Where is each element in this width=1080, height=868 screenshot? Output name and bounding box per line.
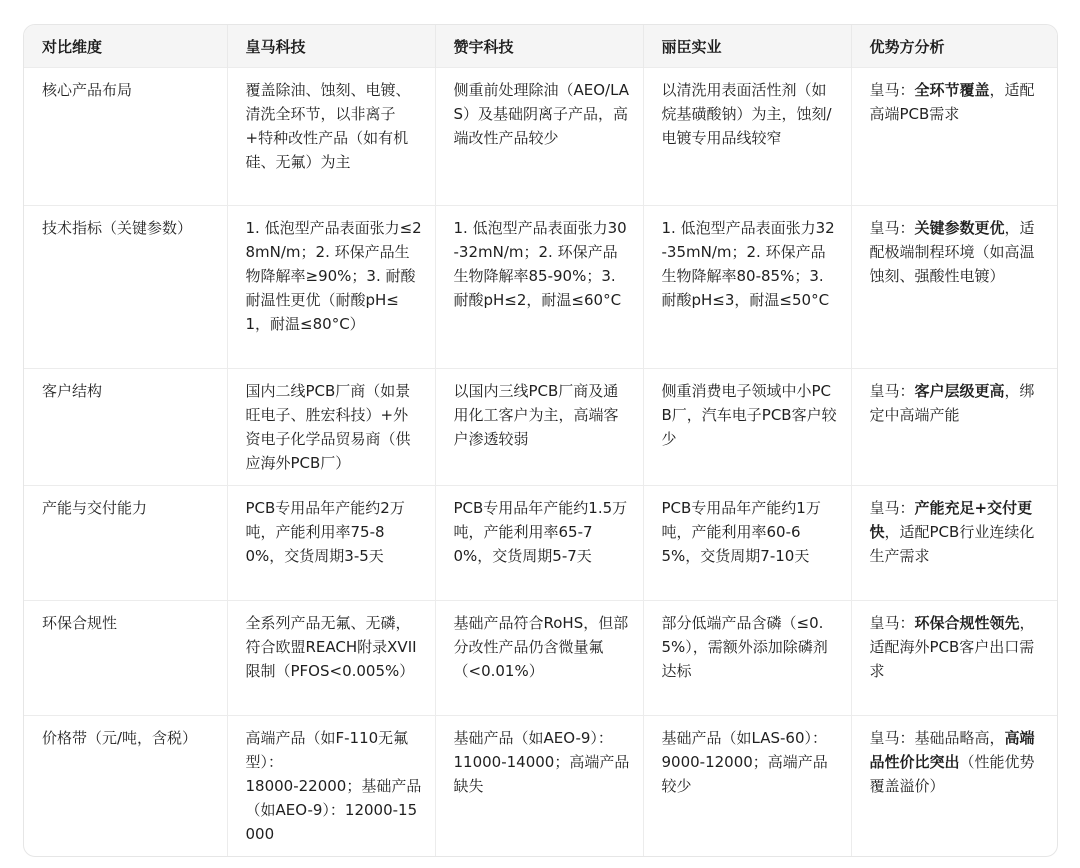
analysis-highlight: 环保合规性领先 — [914, 614, 1020, 632]
cell-zanyu: 基础产品符合RoHS，但部分改性产品仍含微量氟（<0.01%） — [435, 601, 643, 716]
header-analysis: 优势方分析 — [851, 25, 1057, 68]
price-line: 基础产品（如AEO-9）： — [453, 729, 613, 747]
analysis-highlight: 全环节覆盖 — [914, 81, 990, 99]
header-zanyu: 赞宇科技 — [435, 25, 643, 68]
analysis-highlight: 关键参数更优 — [914, 219, 1005, 237]
cell-dimension: 产能与交付能力 — [24, 486, 227, 601]
comparison-table-container — [23, 24, 1058, 857]
cell-zanyu — [435, 716, 643, 857]
analysis-highlight: 产能充足+交付更快 — [869, 499, 1033, 541]
table-row — [24, 206, 1057, 369]
cell-lichen: 部分低端产品含磷（≤0.5%），需额外添加除磷剂达标 — [643, 601, 851, 716]
analysis-suffix: ，绑定中高端产能 — [869, 382, 1035, 424]
analysis-prefix: 皇马： — [869, 614, 915, 632]
cell-dimension: 核心产品布局 — [24, 68, 227, 206]
analysis-prefix: 皇马： — [869, 219, 915, 237]
cell-analysis — [851, 486, 1057, 601]
cell-zanyu: PCB专用品年产能约1.5万吨，产能利用率65-70%，交货周期5-7天 — [435, 486, 643, 601]
cell-analysis — [851, 369, 1057, 486]
analysis-highlight: 高端品性价比突出 — [869, 729, 1035, 771]
cell-huangma: 国内二线PCB厂商（如景旺电子、胜宏科技）+外资电子化学品贸易商（供应海外PCB厂） — [227, 369, 435, 486]
cell-analysis — [851, 716, 1057, 857]
cell-lichen: 1. 低泡型产品表面张力32-35mN/m；2. 环保产品生物降解率80-85%；3. 耐酸pH≤3，耐温≤50°C — [643, 206, 851, 369]
header-dimension: 对比维度 — [24, 25, 227, 68]
analysis-suffix: ，适配极端制程环境（如高温蚀刻、强酸性电镀） — [869, 219, 1035, 285]
cell-zanyu: 1. 低泡型产品表面张力30-32mN/m；2. 环保产品生物降解率85-90%；3. 耐酸pH≤2，耐温≤60°C — [435, 206, 643, 369]
comparison-table — [24, 25, 1057, 856]
cell-huangma: PCB专用品年产能约2万吨，产能利用率75-80%，交货周期3-5天 — [227, 486, 435, 601]
cell-dimension: 技术指标（关键参数） — [24, 206, 227, 369]
price-line: 9000-12000；高端产品较少 — [661, 753, 828, 795]
cell-dimension: 价格带（元/吨，含税） — [24, 716, 227, 857]
cell-huangma: 覆盖除油、蚀刻、电镀、清洗全环节，以非离子+特种改性产品（如有机硅、无氟）为主 — [227, 68, 435, 206]
cell-lichen: PCB专用品年产能约1万吨，产能利用率60-65%，交货周期7-10天 — [643, 486, 851, 601]
cell-huangma: 1. 低泡型产品表面张力≤28mN/m；2. 环保产品生物降解率≥90%；3. 耐酸耐温性更优（耐酸pH≤1，耐温≤80°C） — [227, 206, 435, 369]
table-row — [24, 486, 1057, 601]
analysis-suffix: ，适配海外PCB客户出口需求 — [869, 614, 1035, 680]
cell-lichen: 侧重消费电子领域中小PCB厂，汽车电子PCB客户较少 — [643, 369, 851, 486]
cell-zanyu: 侧重前处理除油（AEO/LAS）及基础阴离子产品，高端改性产品较少 — [435, 68, 643, 206]
analysis-highlight: 客户层级更高 — [914, 382, 1005, 400]
header-huangma: 皇马科技 — [227, 25, 435, 68]
cell-lichen — [643, 716, 851, 857]
table-row — [24, 68, 1057, 206]
cell-dimension: 环保合规性 — [24, 601, 227, 716]
cell-huangma: 全系列产品无氟、无磷，符合欧盟REACH附录XVII限制（PFOS<0.005%） — [227, 601, 435, 716]
cell-lichen: 以清洗用表面活性剂（如烷基磺酸钠）为主，蚀刻/电镀专用品线较窄 — [643, 68, 851, 206]
cell-analysis — [851, 68, 1057, 206]
price-line: 高端产品（如F-110无氟型）： — [245, 729, 409, 771]
cell-huangma — [227, 716, 435, 857]
cell-zanyu: 以国内三线PCB厂商及通用化工客户为主，高端客户渗透较弱 — [435, 369, 643, 486]
analysis-suffix: （性能优势覆盖溢价） — [869, 753, 1035, 795]
table-row — [24, 716, 1057, 857]
table-row — [24, 369, 1057, 486]
analysis-prefix: 皇马： — [869, 382, 915, 400]
analysis-prefix: 皇马： — [869, 499, 915, 517]
table-header-row — [24, 25, 1057, 68]
analysis-prefix: 皇马： — [869, 81, 915, 99]
price-line: 基础产品（如LAS-60）： — [661, 729, 827, 747]
price-line: 11000-14000；高端产品缺失 — [453, 753, 630, 795]
analysis-prefix: 皇马：基础品略高， — [869, 729, 1005, 747]
cell-analysis — [851, 601, 1057, 716]
cell-analysis — [851, 206, 1057, 369]
price-line: 18000-22000；基础产品（如AEO-9）：12000-15000 — [245, 777, 422, 843]
analysis-suffix: ，适配PCB行业连续化生产需求 — [869, 523, 1035, 565]
analysis-suffix: ，适配高端PCB需求 — [869, 81, 1035, 123]
cell-dimension: 客户结构 — [24, 369, 227, 486]
header-lichen: 丽臣实业 — [643, 25, 851, 68]
table-row — [24, 601, 1057, 716]
